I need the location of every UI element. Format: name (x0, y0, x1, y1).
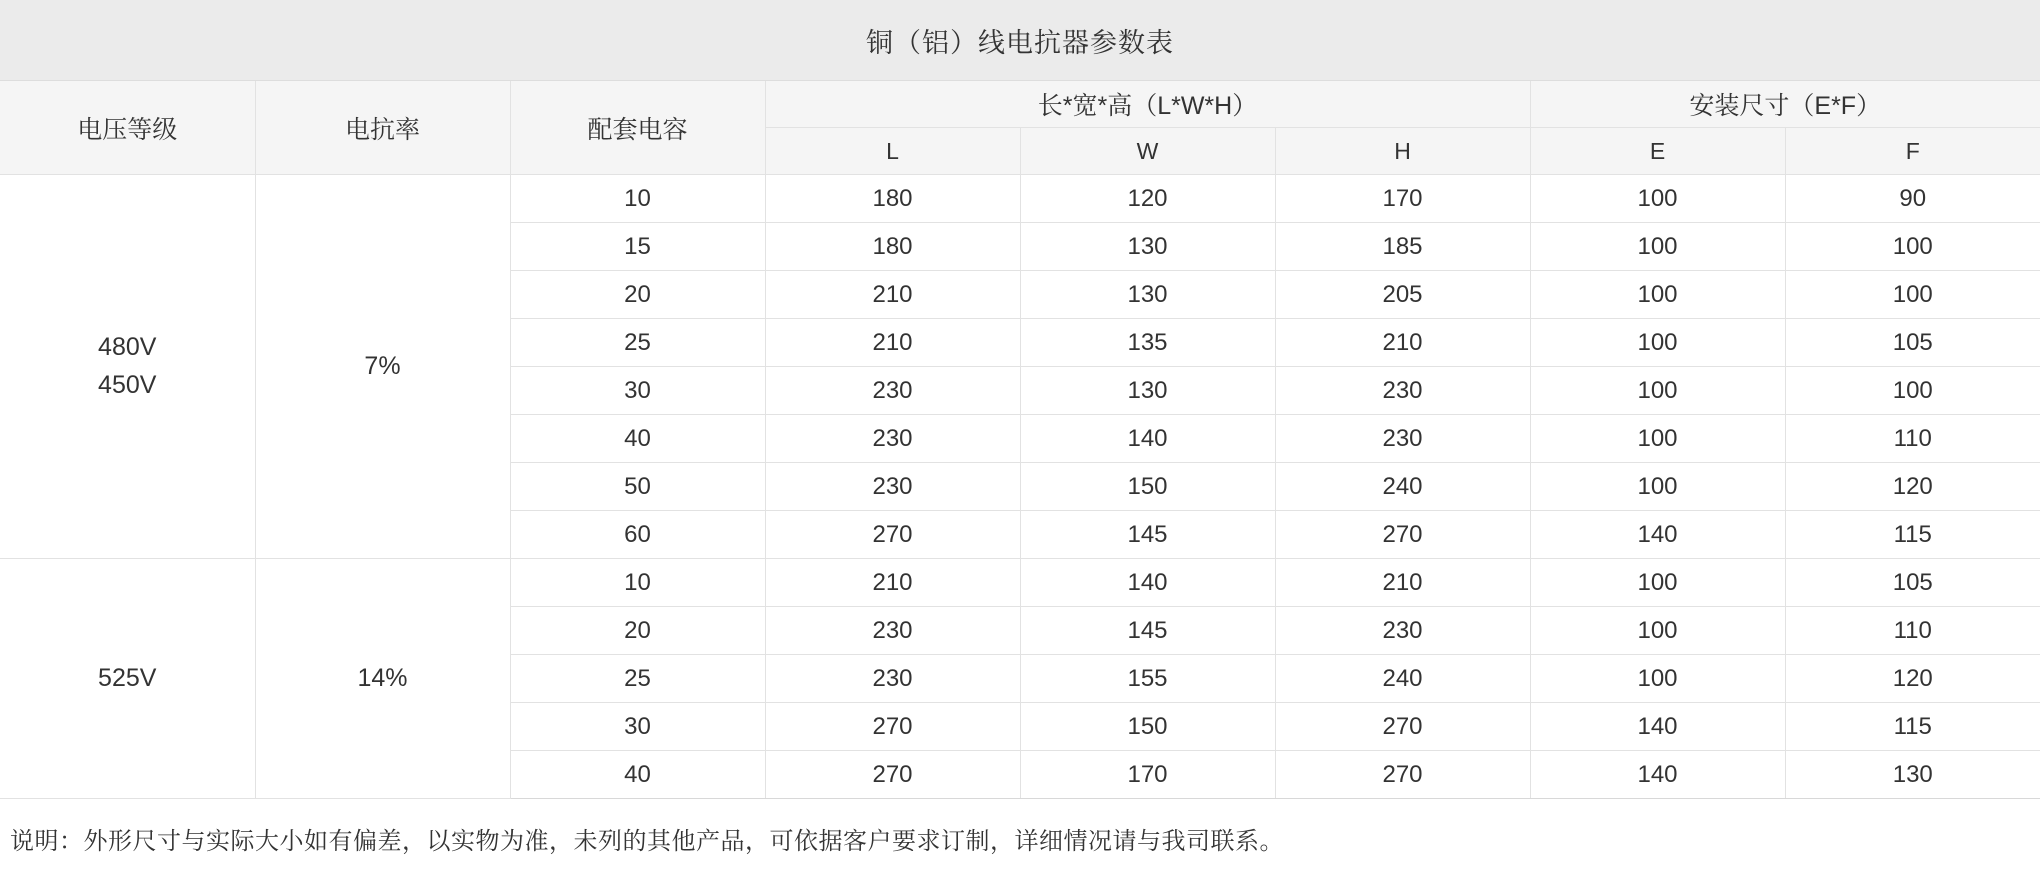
group-reactance-rate: 14% (255, 559, 510, 799)
group-voltage-level (0, 175, 255, 559)
header-E: E (1530, 128, 1785, 175)
header-F: F (1785, 128, 2040, 175)
cell-F: 100 (1785, 223, 2040, 271)
cell-capacitance: 10 (510, 175, 765, 223)
cell-capacitance: 40 (510, 415, 765, 463)
cell-E: 100 (1530, 415, 1785, 463)
cell-L: 230 (765, 415, 1020, 463)
header-install-group: 安装尺寸（E*F） (1530, 81, 2040, 128)
cell-E: 140 (1530, 703, 1785, 751)
cell-H: 240 (1275, 463, 1530, 511)
cell-L: 210 (765, 271, 1020, 319)
header-matched-capacitance: 配套电容 (510, 81, 765, 175)
cell-F: 115 (1785, 703, 2040, 751)
cell-E: 100 (1530, 175, 1785, 223)
header-W: W (1020, 128, 1275, 175)
cell-H: 170 (1275, 175, 1530, 223)
cell-E: 140 (1530, 751, 1785, 799)
cell-L: 230 (765, 607, 1020, 655)
cell-W: 130 (1020, 271, 1275, 319)
cell-W: 170 (1020, 751, 1275, 799)
cell-H: 270 (1275, 751, 1530, 799)
cell-F: 120 (1785, 463, 2040, 511)
cell-W: 150 (1020, 703, 1275, 751)
header-reactance-rate: 电抗率 (255, 81, 510, 175)
cell-H: 205 (1275, 271, 1530, 319)
cell-H: 240 (1275, 655, 1530, 703)
cell-capacitance: 30 (510, 703, 765, 751)
group-voltage-level (0, 559, 255, 799)
cell-W: 130 (1020, 223, 1275, 271)
cell-capacitance: 10 (510, 559, 765, 607)
cell-W: 140 (1020, 415, 1275, 463)
cell-F: 120 (1785, 655, 2040, 703)
header-L: L (765, 128, 1020, 175)
cell-F: 100 (1785, 367, 2040, 415)
cell-H: 230 (1275, 415, 1530, 463)
cell-capacitance: 30 (510, 367, 765, 415)
cell-L: 210 (765, 559, 1020, 607)
cell-H: 210 (1275, 559, 1530, 607)
cell-F: 105 (1785, 319, 2040, 367)
cell-L: 270 (765, 511, 1020, 559)
cell-H: 270 (1275, 703, 1530, 751)
cell-E: 100 (1530, 367, 1785, 415)
cell-H: 185 (1275, 223, 1530, 271)
voltage-line: 450V (98, 370, 157, 399)
cell-W: 145 (1020, 511, 1275, 559)
cell-capacitance: 60 (510, 511, 765, 559)
cell-W: 150 (1020, 463, 1275, 511)
cell-F: 90 (1785, 175, 2040, 223)
table-row (0, 559, 2040, 607)
table-header-row-top (0, 81, 2040, 128)
cell-L: 180 (765, 223, 1020, 271)
header-H: H (1275, 128, 1530, 175)
group-reactance-rate: 7% (255, 175, 510, 559)
cell-L: 230 (765, 367, 1020, 415)
cell-W: 140 (1020, 559, 1275, 607)
cell-W: 130 (1020, 367, 1275, 415)
cell-capacitance: 20 (510, 607, 765, 655)
cell-L: 230 (765, 655, 1020, 703)
cell-W: 155 (1020, 655, 1275, 703)
cell-L: 270 (765, 751, 1020, 799)
table-row (0, 175, 2040, 223)
cell-H: 230 (1275, 367, 1530, 415)
cell-E: 100 (1530, 271, 1785, 319)
cell-E: 100 (1530, 559, 1785, 607)
cell-L: 270 (765, 703, 1020, 751)
cell-H: 270 (1275, 511, 1530, 559)
cell-capacitance: 25 (510, 655, 765, 703)
cell-E: 100 (1530, 223, 1785, 271)
cell-capacitance: 40 (510, 751, 765, 799)
header-dimensions-group: 长*宽*高（L*W*H） (765, 81, 1530, 128)
cell-capacitance: 25 (510, 319, 765, 367)
cell-W: 120 (1020, 175, 1275, 223)
cell-F: 100 (1785, 271, 2040, 319)
cell-E: 100 (1530, 463, 1785, 511)
cell-F: 105 (1785, 559, 2040, 607)
cell-W: 135 (1020, 319, 1275, 367)
cell-capacitance: 50 (510, 463, 765, 511)
cell-E: 100 (1530, 655, 1785, 703)
cell-capacitance: 15 (510, 223, 765, 271)
cell-L: 210 (765, 319, 1020, 367)
cell-H: 230 (1275, 607, 1530, 655)
cell-E: 140 (1530, 511, 1785, 559)
cell-F: 130 (1785, 751, 2040, 799)
cell-L: 230 (765, 463, 1020, 511)
cell-E: 100 (1530, 319, 1785, 367)
cell-capacitance: 20 (510, 271, 765, 319)
voltage-line: 480V (98, 333, 157, 361)
page-title: 铜（铝）线电抗器参数表 (0, 0, 2040, 81)
cell-E: 100 (1530, 607, 1785, 655)
cell-L: 180 (765, 175, 1020, 223)
table-title-row (0, 0, 2040, 81)
voltage-line: 525V (98, 663, 157, 692)
cell-F: 110 (1785, 607, 2040, 655)
cell-W: 145 (1020, 607, 1275, 655)
cell-F: 115 (1785, 511, 2040, 559)
cell-F: 110 (1785, 415, 2040, 463)
header-voltage-level: 电压等级 (0, 81, 255, 175)
table-note: 说明：外形尺寸与实际大小如有偏差，以实物为准，未列的其他产品，可依据客户要求订制，详细情况请与我司联系。 (10, 828, 1284, 855)
cell-H: 210 (1275, 319, 1530, 367)
